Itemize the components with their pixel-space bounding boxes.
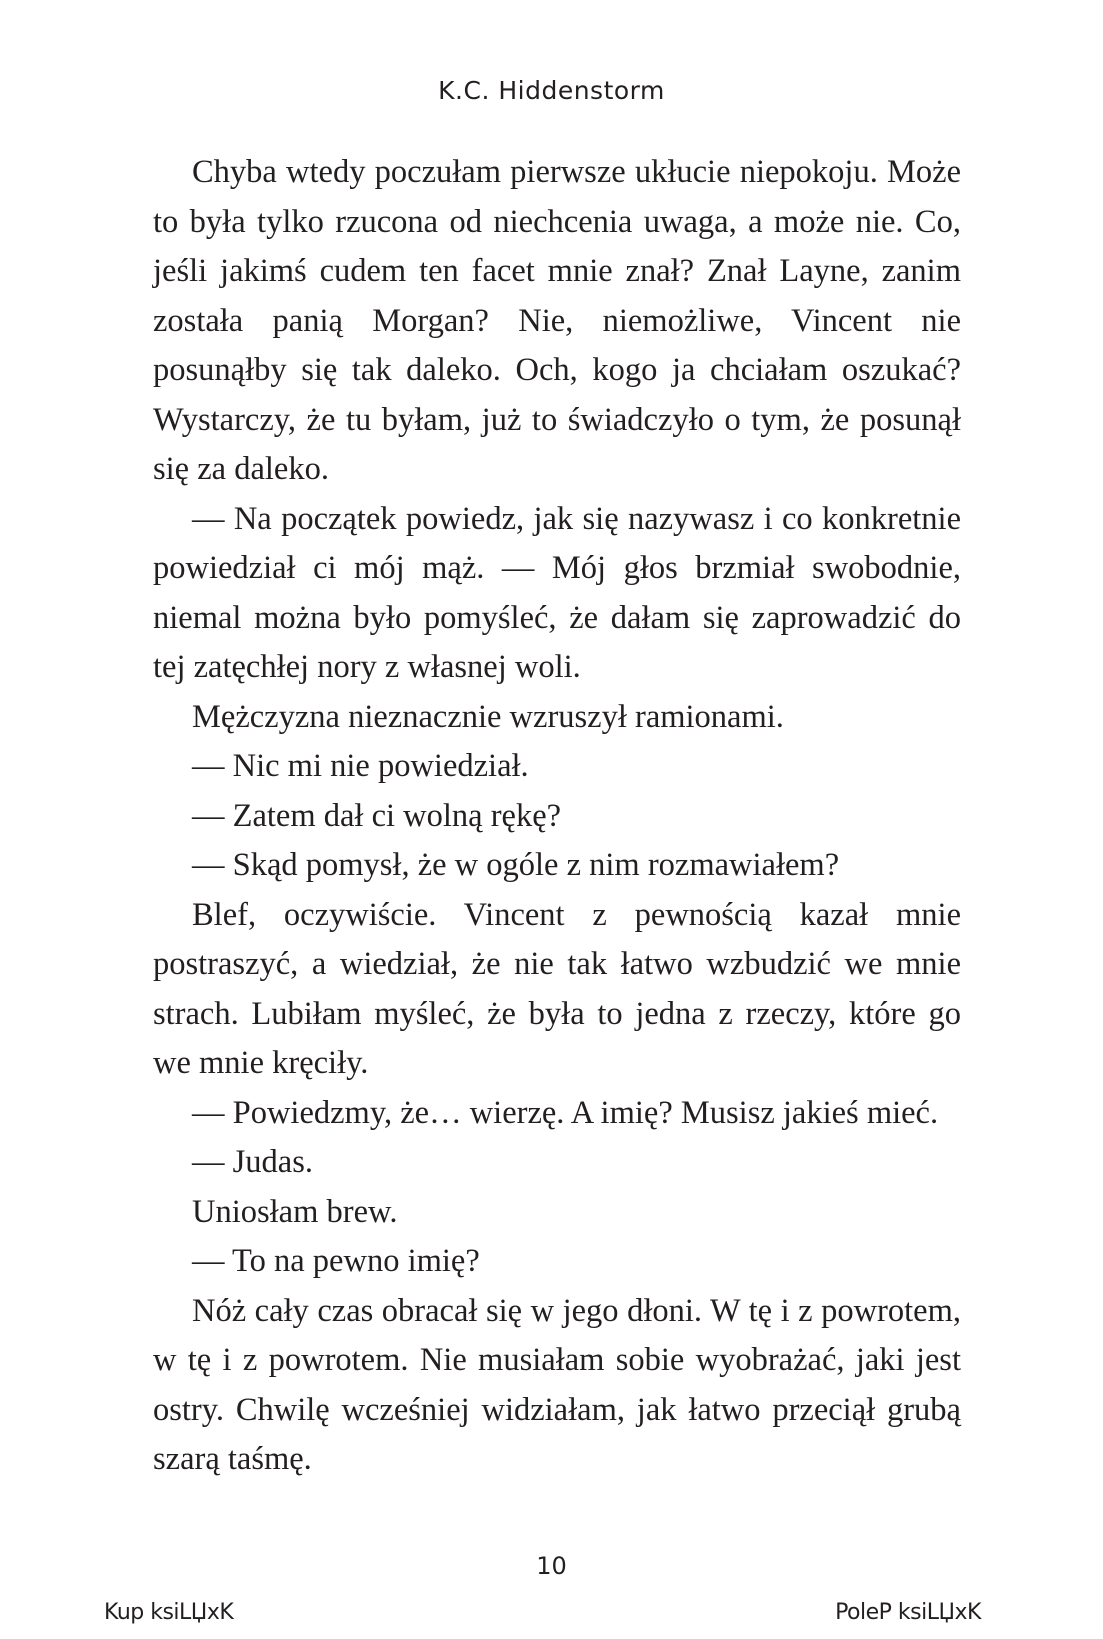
paragraph: Chyba wtedy poczułam pierwsze ukłucie niepokoju. Może to była tylko rzucona od niechcenia uwaga, a może nie. Co, jeśli jakimś cudem ten facet mnie znał? Znał Layne, zanim została panią Morgan? Nie, niemożliwe, Vincent nie posunąłby się tak daleko. Och, kogo ja chciałam oszukać? Wystarczy, że tu byłam, już to świadczyło o tym, że posunął się za daleko. <box>153 154 961 487</box>
running-head: K.C. Hiddenstorm <box>438 76 665 105</box>
buy-book-link[interactable]: Kup ksiLЏxK <box>104 1600 234 1625</box>
paragraph: — Nic mi nie powiedział. <box>192 748 529 784</box>
paragraph: — Skąd pomysł, że w ogóle z nim rozmawiałem? <box>192 847 840 883</box>
paragraph: Blef, oczywiście. Vincent z pewnością kazał mnie postraszyć, a wiedział, że nie tak łatwo wzbudzić we mnie strach. Lubiłam myśleć, że była to jedna z rzeczy, które go we mnie kręciły. <box>153 896 961 1081</box>
body-text <box>153 148 961 1485</box>
paragraph: Nóż cały czas obracał się w jego dłoni. W tę i z powrotem, w tę i z powrotem. Nie musiałam sobie wyobrażać, jaki jest ostry. Chwilę wcześniej widziałam, jak łatwo przeciął grubą szarą taśmę. <box>153 1292 961 1477</box>
recommend-book-link[interactable]: PoleP ksiLЏxK <box>835 1600 981 1625</box>
paragraph: Uniosłam brew. <box>192 1193 398 1230</box>
paragraph: — Na początek powiedz, jak się nazywasz i co konkretnie powiedział ci mój mąż. — Mój głos brzmiał swobodnie, niemal można było pomyśleć, że dałam się zaprowadzić do tej zatęchłej nory z własnej woli. <box>153 500 961 685</box>
page-number: 10 <box>536 1552 567 1580</box>
paragraph: — Judas. <box>192 1144 313 1180</box>
paragraph: — Zatem dał ci wolną rękę? <box>192 797 562 834</box>
paragraph: Mężczyzna nieznacznie wzruszył ramionami. <box>192 698 784 735</box>
paragraph: — Powiedzmy, że… wierzę. A imię? Musisz jakieś mieć. <box>192 1094 939 1131</box>
paragraph: — To na pewno imię? <box>192 1243 480 1279</box>
